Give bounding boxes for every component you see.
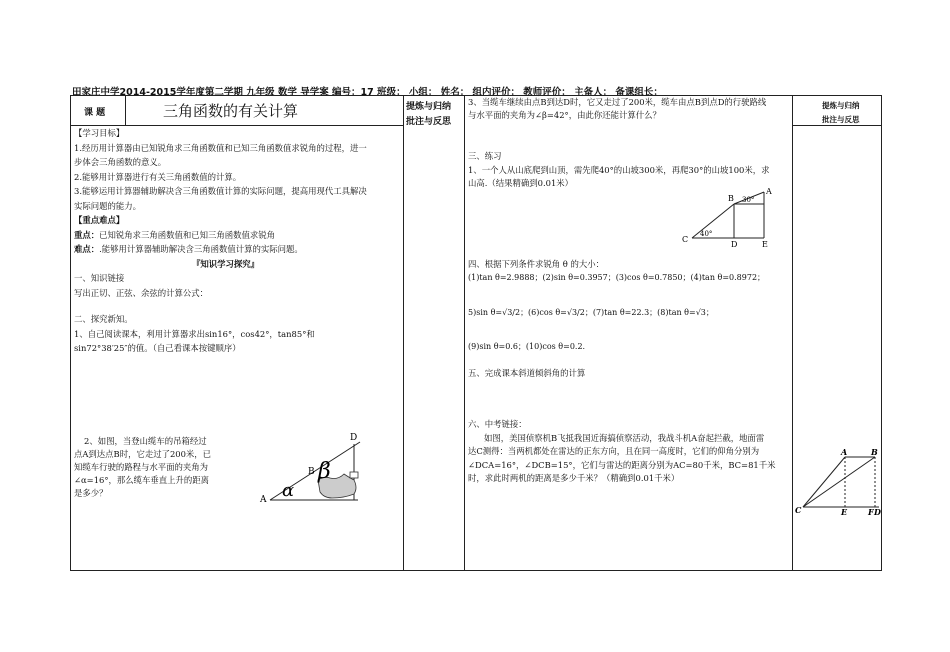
angle-40: 40° xyxy=(700,230,713,238)
reflect-label-1: 提炼与归纳 xyxy=(406,102,452,112)
section-2-title: 二、探究新知。 xyxy=(74,314,133,324)
section-2-q1-line1: 1、自己阅读课本，利用计算器求出sin16°，cos42°，tan85°和 xyxy=(74,328,315,339)
q3-line2: 与水平面的夹角为∠β=42°，由此你还能计算什么？ xyxy=(468,110,661,120)
label-b: B xyxy=(308,467,315,477)
section-6-title: 六、中考链接： xyxy=(468,419,527,429)
label-e: E xyxy=(841,507,848,517)
label-alpha: α xyxy=(282,480,295,501)
right-reflect-divider xyxy=(792,125,881,126)
divider-right-reflect xyxy=(792,95,793,571)
q2-line: 点A到达点B时，它走过了200米，已 xyxy=(74,449,212,459)
section-1-title: 一、知识链接 xyxy=(74,273,125,283)
section-4-line2: 5)sin θ=√3/2；(6)cos θ=√3/2；(7)tan θ=22.3；(8)tan θ=√3； xyxy=(468,308,714,317)
label-beta: β xyxy=(318,459,331,484)
mountain-climb-figure xyxy=(680,186,780,248)
q2-line: 是多少？ xyxy=(74,488,108,498)
label-a: A xyxy=(841,447,848,457)
key-label: 重点： xyxy=(74,229,100,240)
label-d: D xyxy=(874,507,881,517)
cable-car-box xyxy=(350,472,358,478)
label-e: E xyxy=(762,240,768,249)
label-a: A xyxy=(766,187,772,196)
diff-text: .能够用计算器辅助解决含三角函数值计算的实际问题。 xyxy=(99,244,303,254)
label-d: D xyxy=(731,240,738,249)
label-a: A xyxy=(260,495,267,505)
divider-center xyxy=(464,95,465,571)
right-reflect-label-2: 批注与反思 xyxy=(822,115,860,124)
label-c: C xyxy=(682,235,689,244)
label-f: F xyxy=(868,507,874,517)
goal-line: 实际问题的能力。 xyxy=(74,200,141,211)
section-3-q1-line1: 1、一个人从山底爬到山顶，需先爬40°的山坡300米，再爬30°的山坡100米，求 xyxy=(468,164,770,175)
explore-title: 『知识学习探究』 xyxy=(192,258,259,269)
q2-line: 知缆车行驶的路程与水平面的夹角为 xyxy=(74,462,208,472)
document-header: 田家庄中学2014-2015学年度第二学期 九年级 数学 导学案 编号：17 班级： 小组： 姓名： 组内评价： 教师评价： 主备人： 备课组长： xyxy=(72,87,663,98)
section-6-line: 如图，美国侦察机B飞抵我国近海搞侦察活动，我战斗机A奋起拦截，地面雷 xyxy=(484,432,765,443)
radar-planes-figure xyxy=(795,445,879,517)
section-1-text: 写出正切、正弦、余弦的计算公式： xyxy=(74,287,208,298)
section-4-line3: (9)sin θ=0.6；(10)cos θ=0.2. xyxy=(468,342,586,351)
section-2-q1-line2: sin72°38′25″的值。（自己看课本按键顺序） xyxy=(74,343,241,353)
key-point xyxy=(74,228,402,243)
label-b: B xyxy=(728,194,734,203)
label-d: D xyxy=(350,433,358,443)
section-6-line: 达C测得：当两机都处在雷达的正东方向，且在同一高度时，它们的仰角分别为 xyxy=(468,446,760,456)
section-6-line: ∠DCA=16°，∠DCB=15°，它们与雷达的距离分别为AC=80千米，BC=81千米 xyxy=(468,459,776,470)
key-title: 【重点难点】 xyxy=(74,215,125,225)
reflect-label-2: 批注与反思 xyxy=(406,117,452,127)
page-title: 三角函数的有关计算 xyxy=(163,102,299,120)
goal-line: 3.能够运用计算器辅助解决含三角函数值计算的实际问题，提高用现代工具解决 xyxy=(74,186,367,196)
section-5-title: 五、完成课本斜道倾斜角的计算 xyxy=(468,368,586,378)
goal-line: 1.经历用计算器由已知锐角求三角函数值和已知三角函数值求锐角的过程，进一 xyxy=(74,142,367,153)
goals-title: 【学习目标】 xyxy=(74,128,125,138)
right-reflect-label-1: 提炼与归纳 xyxy=(822,101,860,110)
label-c: C xyxy=(795,505,802,515)
divider-left-reflect xyxy=(403,95,404,571)
goal-line: 步体会三角函数的意义。 xyxy=(74,157,167,167)
diff-label: 难点： xyxy=(74,244,100,254)
slope-cb xyxy=(692,204,734,238)
course-label: 课 题 xyxy=(84,108,106,118)
q2-line: ∠α=16°，那么缆车垂直上升的距离 xyxy=(74,475,210,485)
q2-line: 2、如图，当登山缆车的吊箱经过 xyxy=(84,436,207,446)
section-6-line: 时，求此时两机的距离是多少千米？（精确到0.01千米） xyxy=(468,473,680,483)
title-cell-divider xyxy=(125,95,126,125)
label-b: B xyxy=(871,447,878,457)
section-4-line1: (1)tan θ=2.9888；(2)sin θ=0.3957；(3)cos θ=0.7850；(4)tan θ=0.8972； xyxy=(468,273,766,282)
q3-line1: 3、当缆车继续由点B到达D时，它又走过了200米，缆车由点B到点D的行驶路线 xyxy=(468,97,767,107)
section-4-title: 四、根据下列条件求锐角 θ 的大小： xyxy=(468,259,604,269)
section-3-title: 三、练习 xyxy=(468,151,502,161)
section-3-q1-line2: 山高.（结果精确到0.01米） xyxy=(468,178,574,188)
difficulty-point xyxy=(74,242,402,257)
key-text: 已知锐角求三角函数值和已知三角函数值求锐角 xyxy=(99,229,275,240)
cable-car-figure xyxy=(258,430,368,510)
angle-30: 30° xyxy=(742,196,755,204)
goal-line: 2.能够用计算器进行有关三角函数值的计算。 xyxy=(74,171,242,182)
